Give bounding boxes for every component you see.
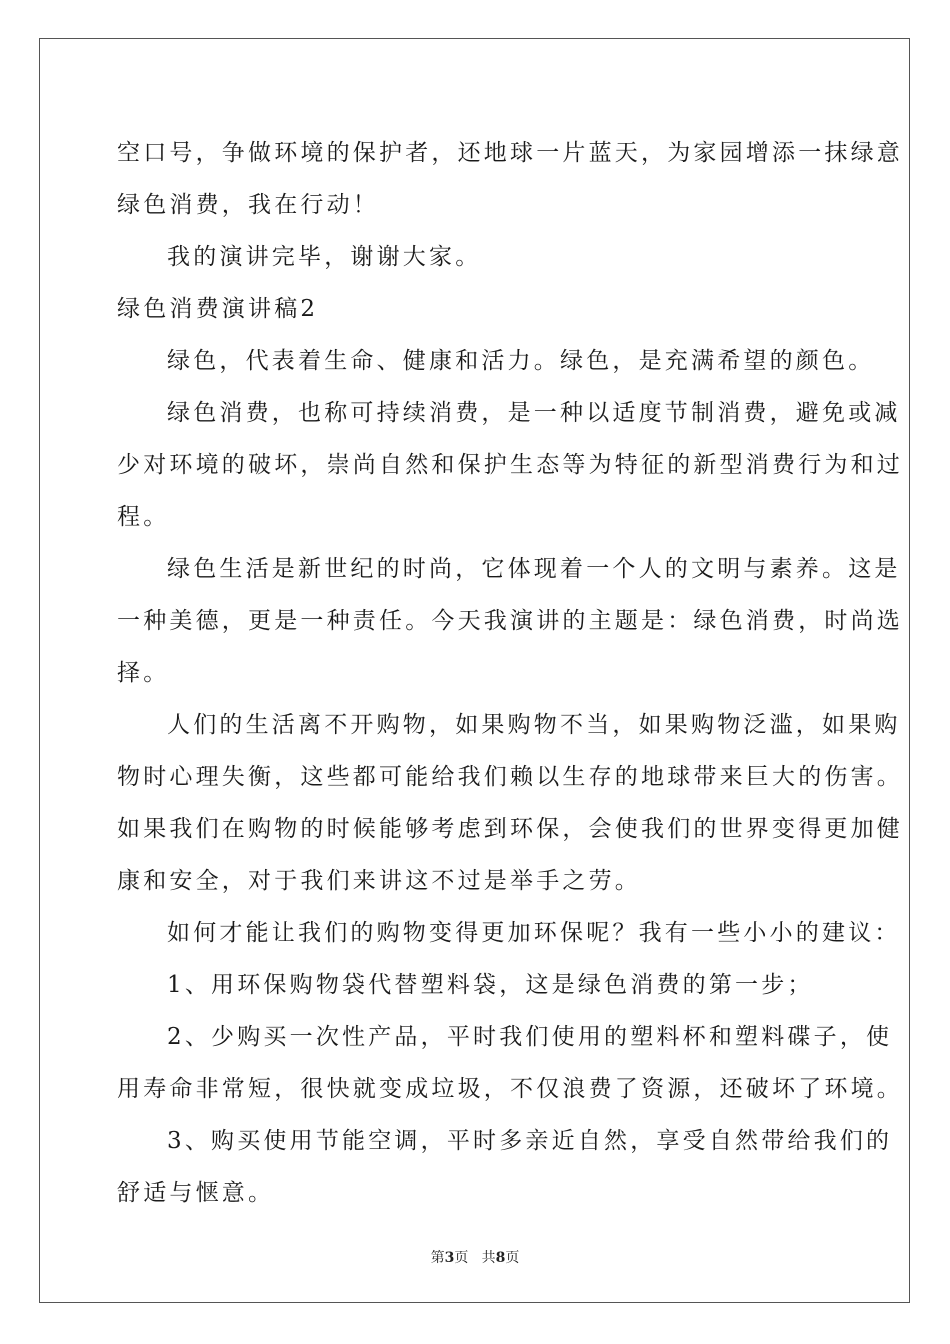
- text-line: 物时心理失衡，这些都可能给我们赖以生存的地球带来巨大的伤害。: [117, 764, 903, 790]
- text-line: 一种美德，更是一种责任。今天我演讲的主题是：绿色消费，时尚选: [117, 608, 903, 634]
- text-line: 绿色生活是新世纪的时尚，它体现着一个人的文明与素养。这是: [167, 556, 901, 582]
- text-line: 舒适与惬意。: [117, 1180, 275, 1206]
- total-suffix: 页: [505, 1250, 520, 1266]
- total-prefix: 共: [481, 1250, 496, 1266]
- text-line: 程。: [117, 504, 170, 530]
- text-line: 绿色消费，也称可持续消费，是一种以适度节制消费，避免或减: [167, 400, 901, 426]
- list-item: 2、少购买一次性产品，平时我们使用的塑料杯和塑料碟子，使: [167, 1024, 893, 1050]
- list-item: 3、购买使用节能空调，平时多亲近自然，享受自然带给我们的: [167, 1128, 893, 1154]
- text-line: 康和安全，对于我们来讲这不过是举手之劳。: [117, 868, 641, 894]
- text-line: 我的演讲完毕，谢谢大家。: [167, 244, 482, 270]
- page-current: 3: [444, 1250, 455, 1266]
- text-line: 用寿命非常短，很快就变成垃圾，不仅浪费了资源，还破坏了环境。: [117, 1076, 903, 1102]
- list-item: 1、用环保购物袋代替塑料袋，这是绿色消费的第一步；: [167, 972, 814, 998]
- text-line: 人们的生活离不开购物，如果购物不当，如果购物泛滥，如果购: [167, 712, 901, 738]
- text-line: 如果我们在购物的时候能够考虑到环保，会使我们的世界变得更加健: [117, 816, 903, 842]
- text-line: 择。: [117, 660, 170, 686]
- page-suffix: 页: [454, 1250, 469, 1266]
- text-line: 少对环境的破坏，崇尚自然和保护生态等为特征的新型消费行为和过: [117, 452, 903, 478]
- document-body: [117, 127, 903, 1219]
- text-line: 如何才能让我们的购物变得更加环保呢？我有一些小小的建议：: [167, 920, 901, 946]
- text-line: 绿色，代表着生命、健康和活力。绿色，是充满希望的颜色。: [167, 348, 875, 374]
- text-line: 空口号，争做环境的保护者，还地球一片蓝天，为家园增添一抹绿意: [117, 140, 903, 166]
- page-footer: [0, 1247, 950, 1267]
- text-line: 绿色消费，我在行动！: [117, 192, 379, 218]
- page-total: 8: [495, 1250, 506, 1266]
- page-prefix: 第: [430, 1250, 445, 1266]
- section-heading: 绿色消费演讲稿2: [117, 296, 319, 322]
